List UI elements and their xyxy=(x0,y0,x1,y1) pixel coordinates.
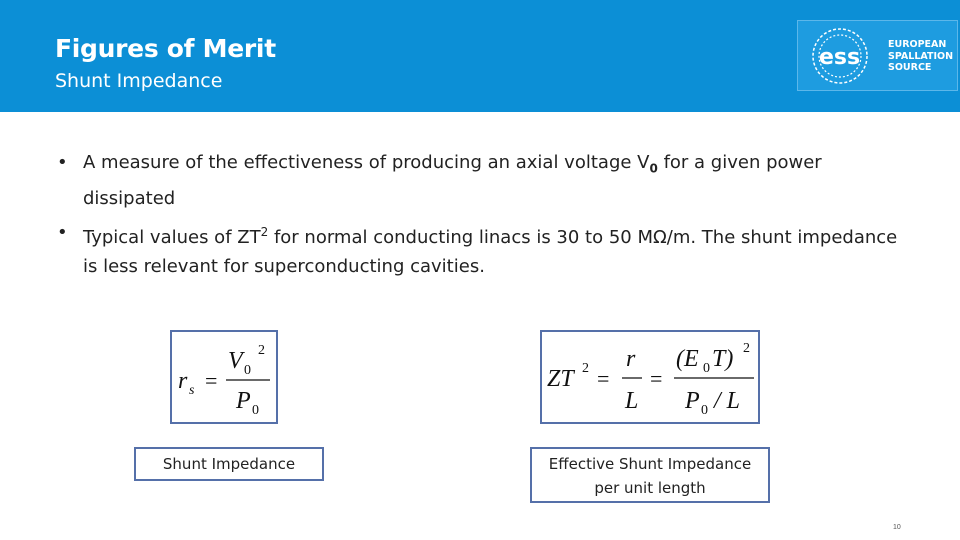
bullet-text: Typical values of ZT xyxy=(83,226,261,248)
formula-symbol: P xyxy=(685,388,700,414)
formula-symbol: ZT xyxy=(547,366,574,392)
header-bar xyxy=(0,0,960,112)
formula-symbol: 0 xyxy=(701,403,708,418)
formula-symbol: 0 xyxy=(703,361,710,376)
shunt-impedance-formula xyxy=(170,330,278,424)
bullet-item xyxy=(57,148,917,213)
slide-title: Figures of Merit xyxy=(55,34,276,63)
wordmark-line: SOURCE xyxy=(888,62,932,73)
formula-symbol: 0 xyxy=(252,403,259,418)
formula-symbol: = xyxy=(597,366,610,391)
bullet-text: for a given power dissipated xyxy=(83,152,822,209)
ess-logo-icon xyxy=(810,26,870,86)
formula-symbol: 0 xyxy=(244,363,251,378)
wordmark-line: SPALLATION xyxy=(888,50,954,62)
formula-symbol: L xyxy=(625,388,639,414)
subscript: 0 xyxy=(649,161,658,176)
bullet-text: for normal conducting linacs is 30 to 50 MΩ/m. The shunt impedance is less relevant for superconducting cavities. xyxy=(83,226,898,277)
wordmark-line: EUROPEAN xyxy=(888,39,947,50)
caption-line: per unit length xyxy=(594,479,706,497)
svg-text:ess: ess xyxy=(819,45,861,70)
formula-symbol: 2 xyxy=(258,343,265,358)
bullet-item xyxy=(57,218,917,281)
formula-symbol: = xyxy=(205,368,218,393)
bullet-marker: • xyxy=(57,221,68,243)
formula-graphic xyxy=(172,332,276,422)
formula-symbol: = xyxy=(650,366,663,391)
formula-symbol: / L xyxy=(714,388,741,414)
formula-symbol: T) xyxy=(712,346,734,372)
bullet-marker: • xyxy=(57,152,68,173)
bullet-text: A measure of the effectiveness of producing an axial voltage V xyxy=(83,152,650,173)
caption-line: Effective Shunt Impedance xyxy=(548,455,752,473)
slide-subtitle: Shunt Impedance xyxy=(55,70,223,92)
superscript: 2 xyxy=(260,224,269,239)
formula-symbol: 2 xyxy=(582,361,589,376)
formula-symbol: V xyxy=(228,348,243,374)
formula-symbol: (E xyxy=(676,346,699,372)
effective-shunt-impedance-caption xyxy=(530,447,770,503)
formula-graphic xyxy=(542,332,758,422)
page-number: 10 xyxy=(893,524,901,531)
shunt-impedance-caption: Shunt Impedance xyxy=(134,447,324,481)
effective-shunt-impedance-formula xyxy=(540,330,760,424)
bullet-list xyxy=(57,148,917,286)
formula-symbol: r xyxy=(626,346,636,372)
formula-symbol: 2 xyxy=(743,341,750,356)
formula-symbol: s xyxy=(189,383,195,398)
ess-wordmark xyxy=(888,39,953,74)
formula-symbol: r xyxy=(178,368,188,394)
ess-logo xyxy=(797,20,958,91)
formula-symbol: P xyxy=(236,388,251,414)
